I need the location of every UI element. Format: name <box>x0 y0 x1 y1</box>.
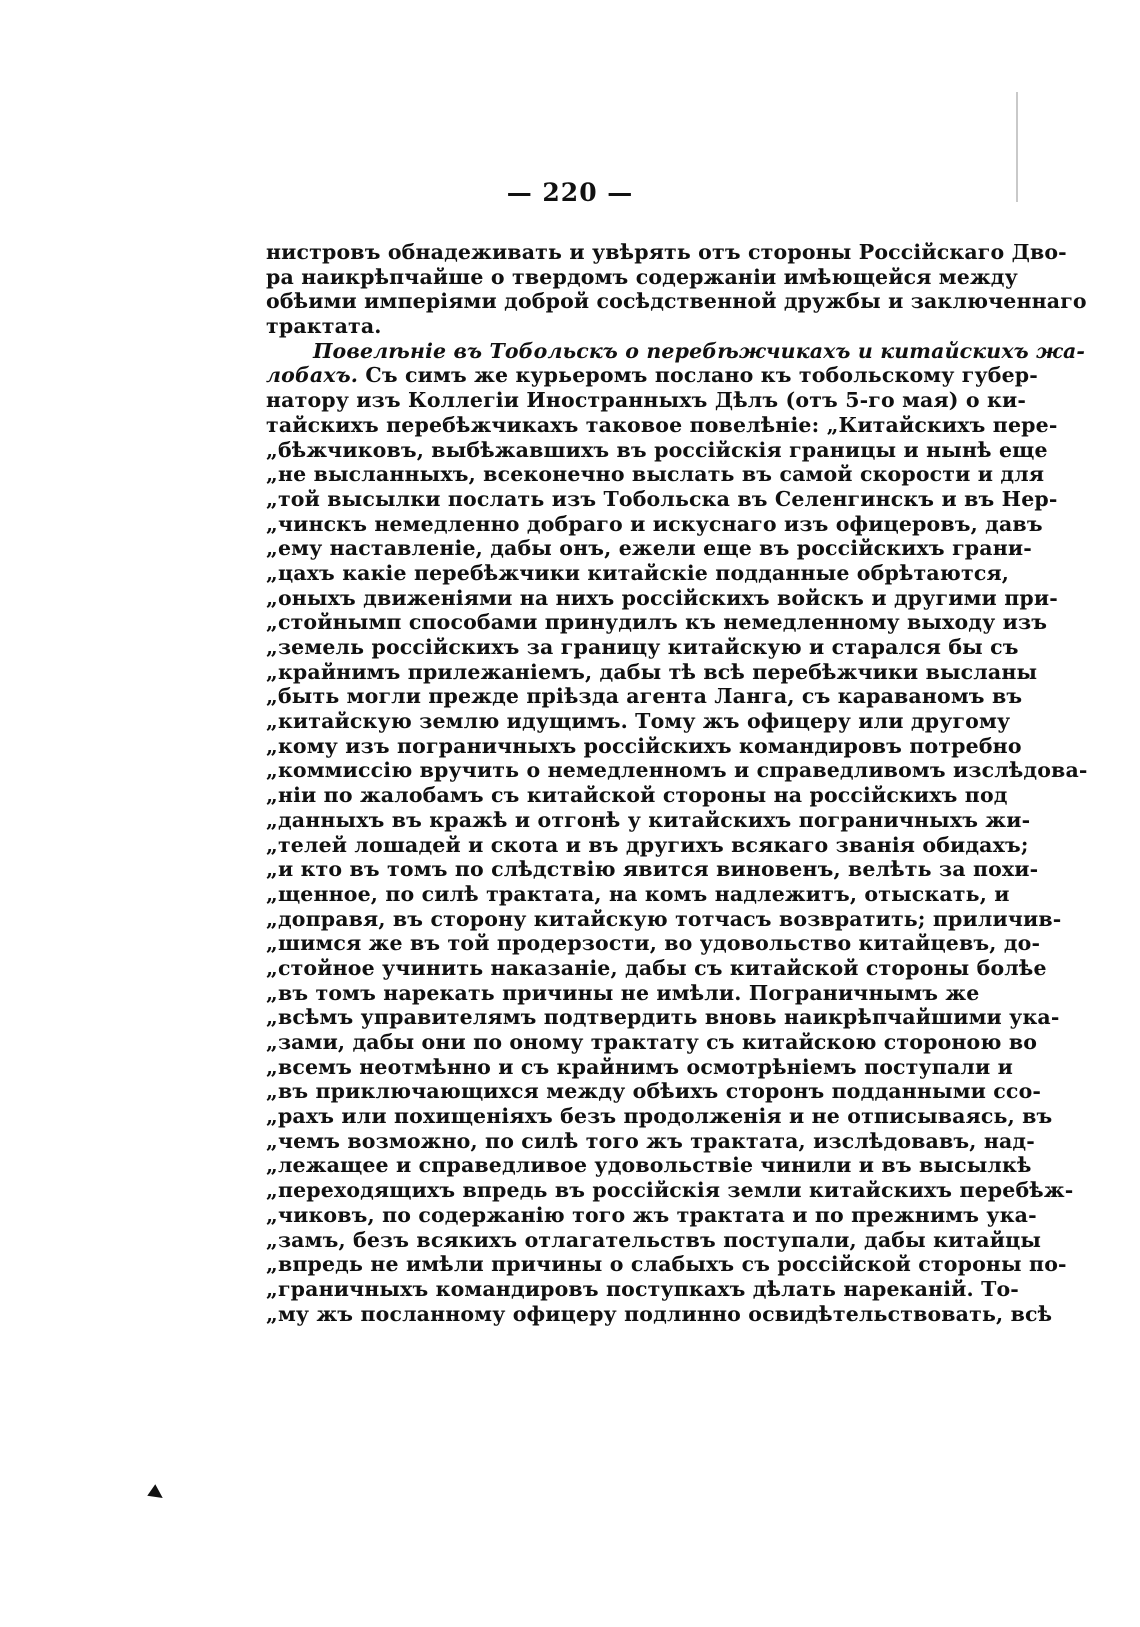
text-line: „оныхъ движеніями на нихъ россійскихъ войскъ и другими при- <box>266 585 1058 610</box>
text-line: „кому изъ пограничныхъ россійскихъ командировъ потребно <box>266 733 1022 758</box>
text-line: „му жъ посланному офицеру подлинно освидѣтельствовать, всѣ <box>266 1301 1053 1326</box>
section-heading-end: лобахъ. <box>266 363 359 388</box>
text-line: „земель россійскихъ за границу китайскую и старался бы съ <box>266 635 1019 659</box>
text-line: лобахъ. Съ симъ же курьеромъ послано къ тобольскому губер- <box>266 363 1038 388</box>
section-heading: Повелѣніе въ Тобольскъ о перебѣжчикахъ и китайскихъ жа- <box>313 338 1086 363</box>
text-line: „рахъ или похищеніяхъ безъ продолженія и не отписываясь, въ <box>266 1104 1053 1129</box>
text-line: „лежащее и справедливое удовольствіе чинили и въ высылкѣ <box>266 1153 1032 1178</box>
text-line: „замъ, безъ всякихъ отлагательствъ поступали, дабы китайцы <box>266 1227 1042 1252</box>
text-line: „зами, дабы они по оному трактату съ китайскою стороною во <box>266 1030 1038 1054</box>
text-line: „чинскъ немедленно добраго и искуснаго изъ офицеровъ, давъ <box>266 511 1043 536</box>
text-line: „чиковъ, по содержанію того жъ трактата и по прежнимъ ука- <box>266 1202 1037 1227</box>
text-line: „чемъ возможно, по силѣ того жъ трактата, изслѣдовавъ, над- <box>266 1128 1035 1153</box>
text-line: „переходящихъ впредь въ россійскія земли китайскихъ перебѣж- <box>266 1178 1074 1203</box>
text-line: „китайскую землю идущимъ. Тому жъ офицеру или другому <box>266 709 1011 734</box>
text-line: „ему наставленіе, дабы онъ, ежели еще въ россійскихъ грани- <box>266 536 1032 561</box>
text-line: „доправя, въ сторону китайскую тотчасъ возвратить; приличив- <box>266 906 1062 931</box>
text-line: „бѣжчиковъ, выбѣжавшихъ въ россійскія границы и нынѣ еще <box>266 437 1048 462</box>
text-line: обѣими имперіями доброй сосѣдственной дружбы и заключеннаго <box>266 289 1087 314</box>
page-number: — 220 — <box>506 178 634 207</box>
text-line: тайскихъ перебѣжчикахъ таковое повелѣніе: „Китайскихъ пере- <box>266 412 1058 437</box>
page-text <box>266 240 1088 1326</box>
corner-arrow-mark <box>147 1484 166 1503</box>
text-line: ра наикрѣпчайше о твердомъ содержаніи имѣющейся между <box>266 264 1018 289</box>
text-line: „телей лошадей и скота и въ другихъ всякаго званія обидахъ; <box>266 832 1029 857</box>
text-line: „щенное, по силѣ трактата, на комъ надлежитъ, отыскать, и <box>266 881 1010 906</box>
text-line: „крайнимъ прилежаніемъ, дабы тѣ всѣ перебѣжчики высланы <box>266 659 1038 684</box>
text-line: „быть могли прежде пріѣзда агента Ланга, съ караваномъ въ <box>266 684 1023 709</box>
text-line: „всемъ неотмѣнно и съ крайнимъ осмотрѣніемъ поступали и <box>266 1054 1014 1079</box>
text-line: „ніи по жалобамъ съ китайской стороны на россійскихъ под <box>266 783 1008 808</box>
text-line: „не высланныхъ, всеконечно выслать въ самой скорости и для <box>266 462 1045 487</box>
text-line: нистровъ обнадеживать и увѣрять отъ стороны Россійскаго Дво- <box>266 240 1067 264</box>
text-line: „граничныхъ командировъ поступкахъ дѣлать нареканій. То- <box>266 1276 1019 1301</box>
text-line: „той высылки послать изъ Тобольска въ Селенгинскъ и въ Нер- <box>266 486 1058 511</box>
section-heading-line <box>266 338 1086 364</box>
text-line: „впредь не имѣли причины о слабыхъ съ россійской стороны по- <box>266 1252 1067 1277</box>
text-line: „стойное учинить наказаніе, дабы съ китайской стороны болѣе <box>266 955 1047 980</box>
text-line: „стойнымп способами принудилъ къ немедленному выходу изъ <box>266 610 1048 635</box>
text-line: „и кто въ томъ по слѣдствію явится виновенъ, велѣть за похи- <box>266 857 1039 882</box>
text-line: „данныхъ въ кражѣ и отгонѣ у китайскихъ пограничныхъ жи- <box>266 807 1031 832</box>
text-line: трактата. <box>266 314 382 339</box>
text-line: „шимся же въ той продерзости, во удовольство китайцевъ, до- <box>266 931 1041 956</box>
text-line: натору изъ Коллегіи Иностранныхъ Дѣлъ (отъ 5-го мая) о ки- <box>266 388 1027 413</box>
text-line: „цахъ какіе перебѣжчики китайскіе подданные обрѣтаются, <box>266 560 1010 585</box>
text-line: „всѣмъ управителямъ подтвердить вновь наикрѣпчайшими ука- <box>266 1005 1060 1030</box>
text-line: „въ томъ нарекать причины не имѣли. Пограничнымъ же <box>266 980 980 1005</box>
text-line: „въ приключающихся между обѣихъ сторонъ подданными ссо- <box>266 1079 1042 1104</box>
text-line: „коммиссію вручить о немедленномъ и справедливомъ изслѣдова- <box>266 758 1088 783</box>
